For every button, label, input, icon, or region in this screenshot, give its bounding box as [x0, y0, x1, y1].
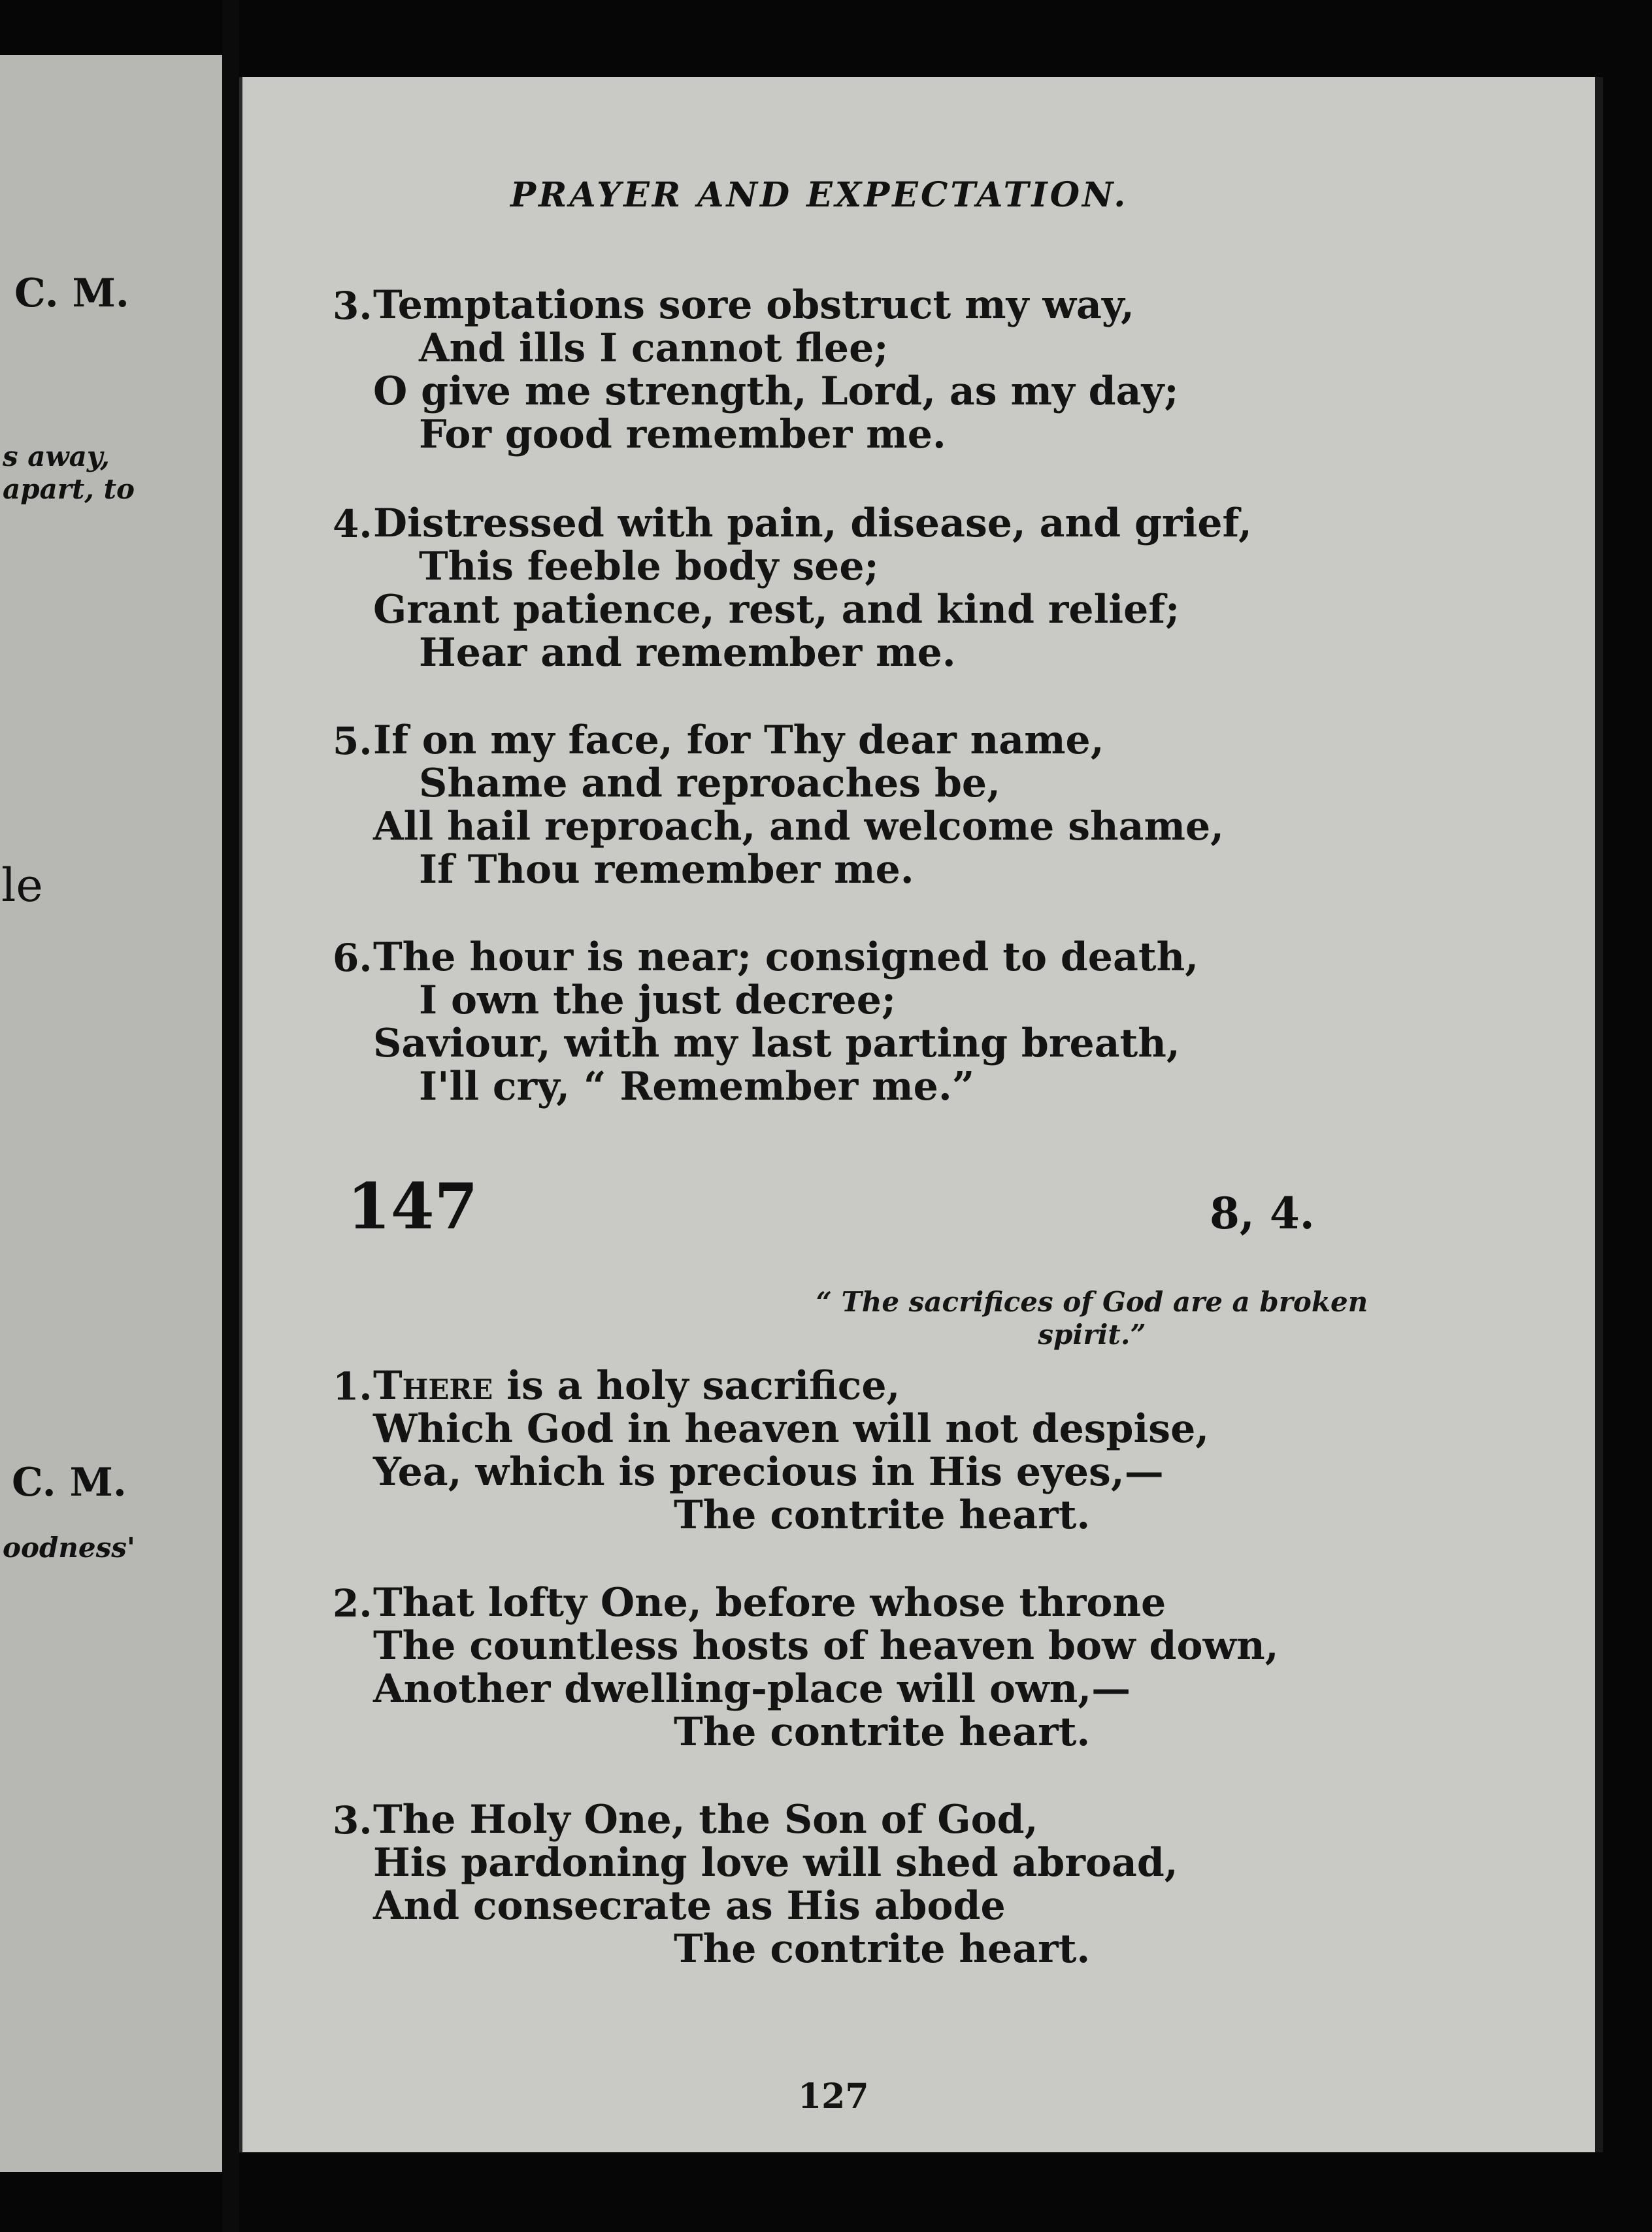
verse-number: 5. [333, 719, 372, 763]
verse-line: Grant patience, rest, and kind relief; [373, 587, 1180, 632]
verse-line [373, 1364, 1209, 1407]
verse-line: Shame and reproaches be, [419, 761, 1000, 806]
verse-line: That lofty One, before whose throne [373, 1580, 1166, 1626]
left-fragment: le [1, 859, 43, 912]
left-meter-bottom: C. M. [12, 1460, 127, 1505]
verse-line: I own the just decree; [419, 977, 897, 1023]
verse-line: And consecrate as His abode [373, 1883, 1006, 1929]
left-meter-top: C. M. [14, 271, 129, 316]
verse-line: Another dwelling-place will own,— [373, 1666, 1131, 1712]
epigraph-line: spirit.” [1038, 1319, 1146, 1351]
verse-number: 3. [333, 284, 372, 328]
left-note-top-1: s away, [3, 440, 110, 472]
hymn-epigraph [778, 1286, 1406, 1351]
verse-line: If on my face, for Thy dear name, [373, 717, 1104, 763]
verse-line: And ills I cannot flee; [419, 325, 889, 371]
verse-line: Yea, which is precious in His eyes,— [373, 1449, 1164, 1495]
first-line-rest: is a holy sacrifice, [493, 1363, 900, 1409]
left-note-bottom: oodness' [3, 1532, 135, 1564]
hymn-147-verse-1 [333, 1363, 1210, 1538]
verse-line: The hour is near; consigned to death, [373, 934, 1199, 980]
verse-line: The Holy One, the Son of God, [373, 1797, 1038, 1843]
verse-line: If Thou remember me. [419, 847, 914, 893]
book-gutter [222, 0, 239, 2232]
drop-word: There [373, 1363, 493, 1409]
verse-number: 1. [333, 1364, 372, 1409]
prev-hymn-verse-5 [333, 717, 1225, 893]
verse-line: Hear and remember me. [419, 630, 956, 676]
verse-line: This feeble body see; [419, 544, 879, 589]
hymn-meter: 8, 4. [1210, 1188, 1315, 1239]
verse-refrain: The contrite heart. [674, 1926, 1091, 1972]
verse-refrain: The contrite heart. [674, 1709, 1091, 1755]
verse-line: His pardoning love will shed abroad, [373, 1840, 1178, 1886]
verse-line: The countless hosts of heaven bow down, [373, 1623, 1279, 1669]
bleed-through-mark [1249, 770, 1274, 854]
verse-line: Saviour, with my last parting breath, [373, 1021, 1180, 1066]
left-note-top-2: apart, to [3, 473, 135, 505]
right-page [239, 77, 1603, 2152]
verse-number: 2. [333, 1581, 372, 1626]
verse-line: O give me strength, Lord, as my day; [373, 369, 1179, 414]
verse-line: Which God in heaven will not despise, [373, 1406, 1210, 1452]
prev-hymn-verse-3 [333, 282, 1179, 457]
verse-number: 4. [333, 502, 372, 546]
hymn-147-verse-3 [333, 1797, 1178, 1972]
hymn-number: 147 [347, 1170, 478, 1243]
verse-line: Temptations sore obstruct my way, [373, 282, 1134, 328]
verse-number: 3. [333, 1798, 372, 1843]
running-head: PRAYER AND EXPECTATION. [510, 175, 1129, 215]
hymn-147-verse-2 [333, 1580, 1279, 1755]
verse-line: Distressed with pain, disease, and grief, [373, 501, 1252, 546]
epigraph-line: “ The sacrifices of God are a broken [816, 1286, 1368, 1318]
verse-line: For good remember me. [419, 412, 946, 457]
page-number: 127 [798, 2076, 869, 2116]
left-page [0, 55, 226, 2172]
verse-line: All hail reproach, and welcome shame, [373, 804, 1225, 849]
verse-line: I'll cry, “ Remember me.” [419, 1064, 975, 1109]
prev-hymn-verse-6 [333, 934, 1199, 1109]
verse-refrain: The contrite heart. [674, 1492, 1091, 1538]
verse-number: 6. [333, 936, 372, 980]
prev-hymn-verse-4 [333, 501, 1252, 676]
